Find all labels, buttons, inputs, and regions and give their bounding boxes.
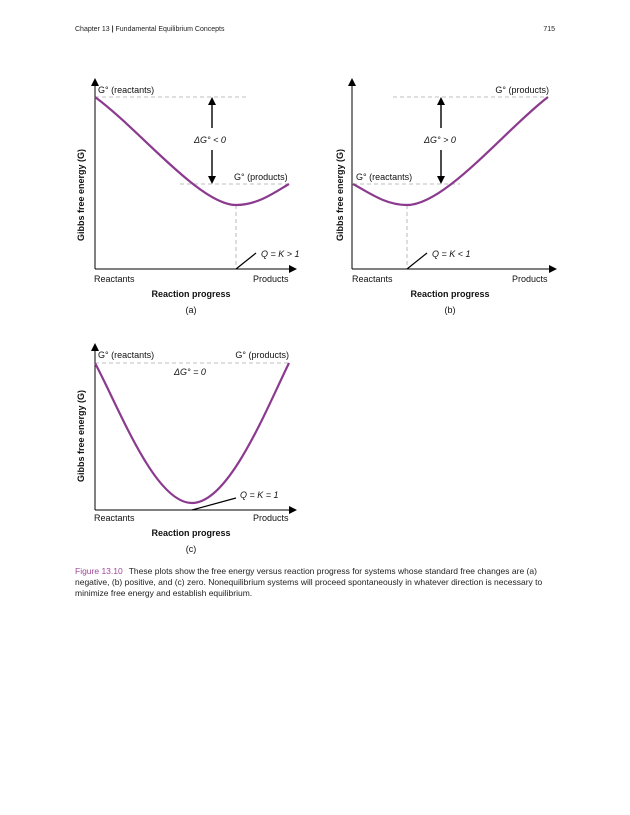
panel-a-x-axis-label: Reaction progress: [151, 289, 231, 299]
panel-c-q-label: Q = K = 1: [240, 490, 279, 500]
panel-b-free-energy-curve: [353, 97, 548, 205]
figure-number: Figure 13.10: [75, 566, 123, 576]
panel-a-products-tick: Products: [253, 274, 289, 284]
panel-a-reactants-tick: Reactants: [94, 274, 135, 284]
panel-a-q-label: Q = K > 1: [261, 249, 300, 259]
panel-b-y-axis-label: Gibbs free energy (G): [335, 148, 345, 242]
panel-c-caption-label: (c): [185, 544, 197, 554]
panel-c-x-axis-label: Reaction progress: [151, 528, 231, 538]
panel-c-reactants-label: G° (reactants): [98, 350, 155, 360]
panel-b-reactants-label: G° (reactants): [356, 172, 413, 182]
panel-a-caption-label: (a): [185, 305, 197, 315]
panel-b-q-label: Q = K < 1: [432, 249, 471, 259]
panel-b-caption-label: (b): [444, 305, 456, 315]
chapter-number: Chapter 13: [75, 26, 110, 33]
panel-a-free-energy-curve: [95, 97, 289, 205]
panel-c: [76, 345, 295, 554]
panel-c-q-pointer: [192, 498, 236, 510]
figure-caption: [75, 566, 555, 599]
panel-a-reactants-label: G° (reactants): [98, 85, 155, 95]
page-number: 715: [543, 26, 555, 33]
panel-a-delta-g-label: ΔG° < 0: [194, 135, 226, 145]
panel-c-delta-g-label: ΔG° = 0: [174, 367, 206, 377]
panel-a-products-label: G° (products): [234, 172, 288, 182]
panel-a-q-pointer: [236, 253, 256, 269]
panel-c-free-energy-curve: [95, 363, 289, 503]
panel-b-reactants-tick: Reactants: [352, 274, 393, 284]
panel-b-x-axis-label: Reaction progress: [410, 289, 490, 299]
panel-b-products-tick: Products: [512, 274, 548, 284]
panel-c-products-label: G° (products): [235, 350, 289, 360]
panel-c-products-tick: Products: [253, 513, 289, 523]
chapter-title: Fundamental Equilibrium Concepts: [115, 26, 225, 33]
panel-b-q-pointer: [407, 253, 427, 269]
panel-c-y-axis-label: Gibbs free energy (G): [76, 389, 86, 483]
caption-text: These plots show the free energy versus reaction progress for systems whose standard free changes are (a) negative, (b) positive, and (c) zero. Nonequilibrium systems will proceed spontaneously in whatever direction is necessary to minimize free energy and establish equilibrium.: [75, 566, 543, 598]
header-separator: |: [111, 26, 114, 33]
panel-c-reactants-tick: Reactants: [94, 513, 135, 523]
panel-b: [335, 80, 555, 315]
panel-b-delta-g-label: ΔG° > 0: [424, 135, 456, 145]
panel-b-products-label: G° (products): [495, 85, 549, 95]
panel-a: [76, 80, 300, 315]
panel-a-y-axis-label: Gibbs free energy (G): [76, 148, 86, 242]
